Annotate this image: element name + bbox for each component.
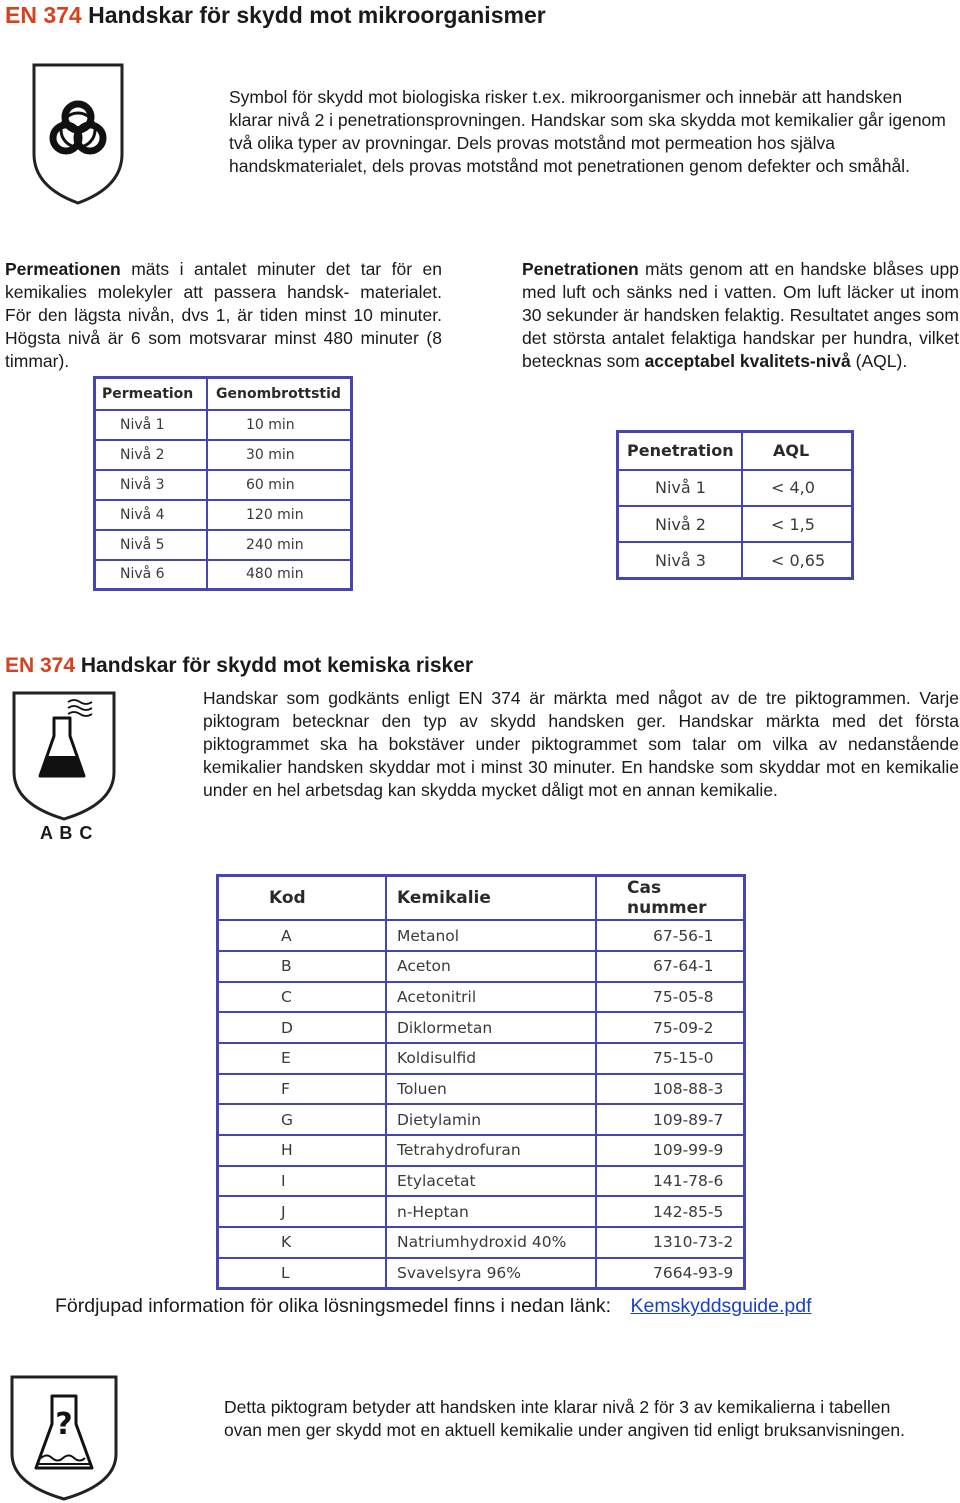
table-row <box>618 542 853 578</box>
header-chemical: Kemikalie <box>386 876 596 921</box>
level-cell: Nivå 3 <box>618 542 743 578</box>
chemical-cell: Koldisulfid <box>386 1043 596 1074</box>
table-row <box>218 1135 745 1166</box>
level-cell: Nivå 5 <box>95 530 208 560</box>
header-cas-number: Cas nummer <box>596 876 745 921</box>
chemical-protection-description: Handskar som godkänts enligt EN 374 är märkta med något av de tre piktogrammen. Varje piktogram betecknar den typ av skydd handsken ger. Handskar märkta med det första piktogrammet ska ha bokstäver under piktogrammet som talar om vilka av nedanstående kemikalier handsken skyddar mot i minst 30 minuter. En handske som skyddar mot en kemikalie under en hel arbetsdag kan skydda mycket dåligt mot en annan kemikalie. <box>203 688 959 800</box>
penetration-description <box>522 258 959 373</box>
code-cell: I <box>218 1166 387 1197</box>
penetration-table <box>616 430 854 580</box>
code-cell: B <box>218 951 387 982</box>
level-cell: Nivå 3 <box>95 470 208 500</box>
header-penetration: Penetration <box>618 432 743 470</box>
header-aql: AQL <box>742 432 853 470</box>
chemical-cell: Acetonitril <box>386 982 596 1013</box>
cas-cell: 1310-73-2 <box>596 1227 745 1258</box>
title-text: Handskar för skydd mot mikroorganismer <box>88 2 546 28</box>
level-cell: Nivå 4 <box>95 500 208 530</box>
time-cell: 10 min <box>207 410 352 440</box>
pictogram-caption: A B C <box>40 823 94 843</box>
cas-cell: 141-78-6 <box>596 1166 745 1197</box>
table-row <box>95 470 352 500</box>
time-cell: 120 min <box>207 500 352 530</box>
kemskyddsguide-link[interactable]: Kemskyddsguide.pdf <box>630 1295 812 1317</box>
time-cell: 240 min <box>207 530 352 560</box>
chemical-cell: Etylacetat <box>386 1166 596 1197</box>
table-row <box>218 982 745 1013</box>
aql-term: acceptabel kvalitets-nivå <box>644 351 851 371</box>
chemical-cell: Svavelsyra 96% <box>386 1258 596 1289</box>
chemical-cell: Toluen <box>386 1074 596 1105</box>
time-cell: 60 min <box>207 470 352 500</box>
aql-cell: < 4,0 <box>742 470 853 506</box>
permeation-term: Permeationen <box>5 259 121 279</box>
table-row <box>95 530 352 560</box>
biohazard-description: Symbol för skydd mot biologiska risker t.ex. mikroorganismer och innebär att handsken klarar nivå 2 i penetrationsprovningen. Handskar som ska skydda mot kemikalier går igenom två olika typer av provningar. Dels provas motstånd mot permeation hos själva handskmaterialet, dels provas motstånd mot penetrationen genom defekter och småhål. <box>229 87 946 176</box>
cas-cell: 109-99-9 <box>596 1135 745 1166</box>
table-row <box>218 1104 745 1135</box>
level-cell: Nivå 2 <box>95 440 208 470</box>
table-row <box>218 1258 745 1289</box>
table-row <box>218 1043 745 1074</box>
table-row <box>218 1227 745 1258</box>
cas-cell: 67-56-1 <box>596 920 745 951</box>
chemical-cell: Metanol <box>386 920 596 951</box>
aql-cell: < 0,65 <box>742 542 853 578</box>
table-header-row <box>218 876 745 921</box>
code-cell: K <box>218 1227 387 1258</box>
aql-cell: < 1,5 <box>742 506 853 542</box>
table-row <box>218 1012 745 1043</box>
table-row <box>618 506 853 542</box>
header-permeation: Permeation <box>95 378 208 410</box>
table-row <box>218 1074 745 1105</box>
title-text: Handskar för skydd mot kemiska risker <box>80 654 474 677</box>
time-cell: 30 min <box>207 440 352 470</box>
section-title-microorganisms <box>5 2 546 29</box>
code-cell: H <box>218 1135 387 1166</box>
cas-cell: 7664-93-9 <box>596 1258 745 1289</box>
level-cell: Nivå 2 <box>618 506 743 542</box>
further-info-text: Fördjupad information för olika lösningsmedel finns i nedan länk: <box>55 1295 612 1317</box>
svg-text:?: ? <box>55 1407 73 1442</box>
time-cell: 480 min <box>207 560 352 590</box>
code-cell: G <box>218 1104 387 1135</box>
table-header-row <box>618 432 853 470</box>
table-row <box>618 470 853 506</box>
cas-cell: 75-09-2 <box>596 1012 745 1043</box>
level-cell: Nivå 6 <box>95 560 208 590</box>
chemical-cell: n-Heptan <box>386 1196 596 1227</box>
title-code: EN 374 <box>5 654 76 677</box>
table-row <box>218 951 745 982</box>
cas-cell: 75-15-0 <box>596 1043 745 1074</box>
code-cell: C <box>218 982 387 1013</box>
table-header-row <box>95 378 352 410</box>
table-row <box>95 560 352 590</box>
code-cell: L <box>218 1258 387 1289</box>
low-resistance-description: Detta piktogram betyder att handsken inte klarar nivå 2 för 3 av kemikalierna i tabellen ovan men ger skydd mot en aktuell kemikalie under angiven tid enligt bruksanvisningen. <box>224 1397 905 1440</box>
code-cell: E <box>218 1043 387 1074</box>
code-cell: F <box>218 1074 387 1105</box>
level-cell: Nivå 1 <box>95 410 208 440</box>
penetration-text: mäts genom att en handske blåses upp med luft och sänks ned i vatten. Om luft läcker ut inom 30 sekunder är handsken felaktig. Resultatet anges som det största antalet felaktiga handskar per hundra, vilket betecknas som <box>522 259 959 371</box>
table-row <box>95 410 352 440</box>
table-row <box>95 500 352 530</box>
table-row <box>95 440 352 470</box>
header-code: Kod <box>218 876 387 921</box>
permeation-description <box>5 258 442 373</box>
cas-cell: 109-89-7 <box>596 1104 745 1135</box>
cas-cell: 108-88-3 <box>596 1074 745 1105</box>
header-breakthrough-time: Genombrottstid <box>207 378 352 410</box>
chemical-cell: Tetrahydrofuran <box>386 1135 596 1166</box>
code-cell: J <box>218 1196 387 1227</box>
question-flask-shield-icon <box>8 1374 120 1502</box>
penetration-term: Penetrationen <box>522 259 639 279</box>
penetration-text-end: (AQL). <box>850 351 908 371</box>
chemical-cell: Natriumhydroxid 40% <box>386 1227 596 1258</box>
title-code: EN 374 <box>5 2 82 28</box>
chemicals-table <box>216 874 746 1290</box>
chemical-flask-shield-icon <box>10 690 118 822</box>
table-row <box>218 1166 745 1197</box>
code-cell: A <box>218 920 387 951</box>
chemical-cell: Diklormetan <box>386 1012 596 1043</box>
biohazard-shield-icon <box>30 62 126 206</box>
further-info-line <box>55 1295 812 1318</box>
cas-cell: 75-05-8 <box>596 982 745 1013</box>
table-row <box>218 1196 745 1227</box>
cas-cell: 67-64-1 <box>596 951 745 982</box>
section-title-chemical <box>5 654 473 678</box>
level-cell: Nivå 1 <box>618 470 743 506</box>
chemical-cell: Aceton <box>386 951 596 982</box>
chemical-cell: Dietylamin <box>386 1104 596 1135</box>
table-row <box>218 920 745 951</box>
code-cell: D <box>218 1012 387 1043</box>
permeation-table <box>93 376 353 591</box>
permeation-text: mäts i antalet minuter det tar för en kemikalies molekyler att passera handsk- materialet. För den lägsta nivån, dvs 1, är tiden minst 10 minuter. Högsta nivå är 6 som motsvarar minst 480 minuter (8 timmar). <box>5 259 442 371</box>
cas-cell: 142-85-5 <box>596 1196 745 1227</box>
